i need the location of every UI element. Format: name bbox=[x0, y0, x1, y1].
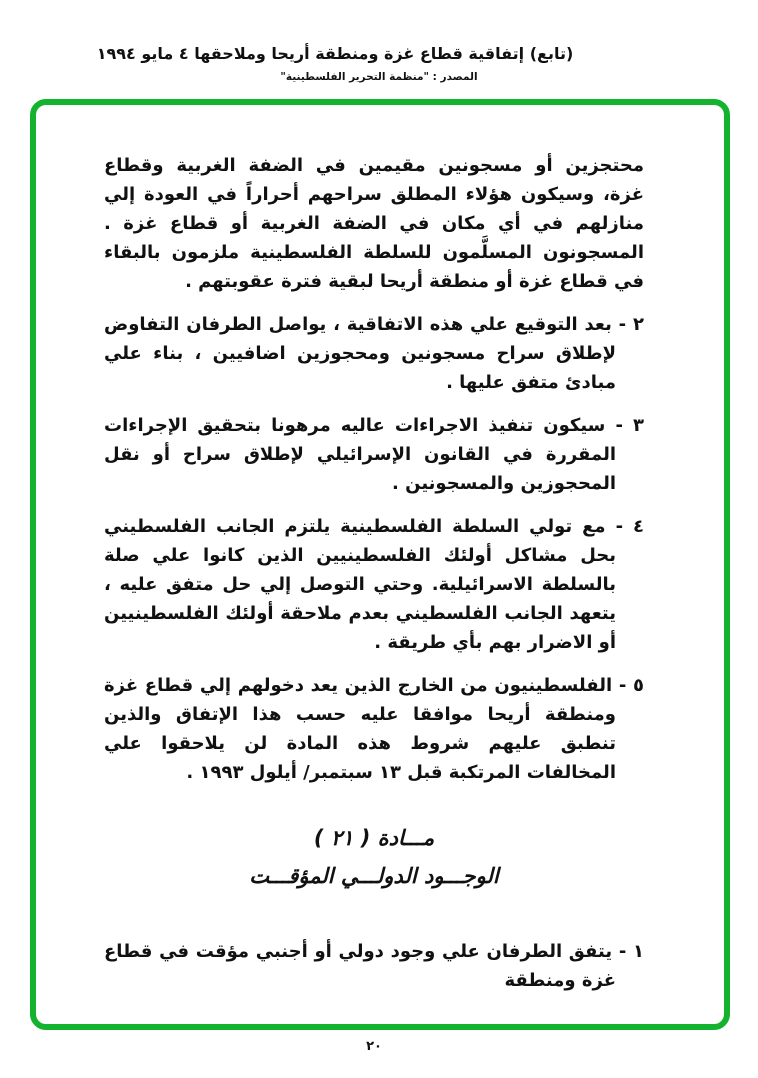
clause-text: يتفق الطرفان علي وجود دولي أو أجنبي مؤقت في قطاع غزة ومنطقة bbox=[104, 941, 616, 991]
page-header bbox=[0, 0, 758, 83]
clause-number: ٥ - bbox=[618, 675, 644, 696]
clause-number: ٢ - bbox=[618, 314, 644, 335]
document-source: المصدر : "منظمة التحرير الفلسطينية" bbox=[280, 71, 478, 83]
document-frame bbox=[30, 99, 730, 1030]
clause-item-1 bbox=[104, 937, 644, 995]
article-heading bbox=[104, 819, 644, 895]
clause-number: ٣ - bbox=[615, 415, 644, 436]
document-body bbox=[36, 105, 724, 1009]
clause-text: سيكون تنفيذ الاجراءات عاليه مرهونا بتحقيق الإجراءات المقررة في القانون الإسرائيلي لإطلاق سراح أو نقل المحجوزين والمسجونين . bbox=[104, 415, 616, 494]
clause-text: بعد التوقيع علي هذه الاتفاقية ، يواصل الطرفان التفاوض لإطلاق سراح مسجونين ومحجوزين اضافيين ، بناء علي مبادئ متفق عليها . bbox=[104, 314, 616, 393]
clause-item-3 bbox=[104, 411, 644, 498]
clause-text: مع تولي السلطة الفلسطينية يلتزم الجانب الفلسطيني بحل مشاكل أولئك الفلسطينيين الذين كانوا علي صلة بالسلطة الاسرائيلية. وحتي التوصل إلي حل متفق عليه ، يتعهد الجانب الفلسطيني بعدم ملاحقة أولئك الفلسطينيين أو الاضرار بهم بأي طريقة . bbox=[104, 516, 616, 653]
article-number-line: مـــادة ( ٢١ ) bbox=[313, 826, 435, 850]
clause-number: ١ - bbox=[618, 941, 644, 962]
clause-item-2 bbox=[104, 310, 644, 397]
document-title: (تابع) إتفاقية قطاع غزة ومنطقة أريحا وملاحقها ٤ مايو ١٩٩٤ bbox=[96, 44, 574, 63]
clause-text: الفلسطينيون من الخارج الذين يعد دخولهم إلي قطاع غزة ومنطقة أريحا موافقا عليه حسب هذا الإتفاق والذين تنطبق عليهم شروط هذه المادة لن يلاحقوا علي المخالفات المرتكبة قبل ١٣ سبتمبر/ أيلول ١٩٩٣ . bbox=[104, 675, 616, 783]
clause-number: ٤ - bbox=[615, 516, 644, 537]
article-title-line: الوجـــود الدولـــي المؤقـــت bbox=[249, 864, 499, 888]
clause-item-4 bbox=[104, 512, 644, 657]
page-number: ٢٠ bbox=[366, 1039, 382, 1054]
clause-item-5 bbox=[104, 671, 644, 787]
continuation-paragraph: محتجزين أو مسجونين مقيمين في الضفة الغربية وقطاع غزة، وسيكون هؤلاء المطلق سراحهم أحراراً في العودة إلي منازلهم في أي مكان في الضفة الغربية أو قطاع غزة . المسجونون المسلَّمون للسلطة الفلسطينية ملزمون بالبقاء في قطاع غزة أو منطقة أريحا لبقية فترة عقوبتهم . bbox=[104, 155, 644, 292]
